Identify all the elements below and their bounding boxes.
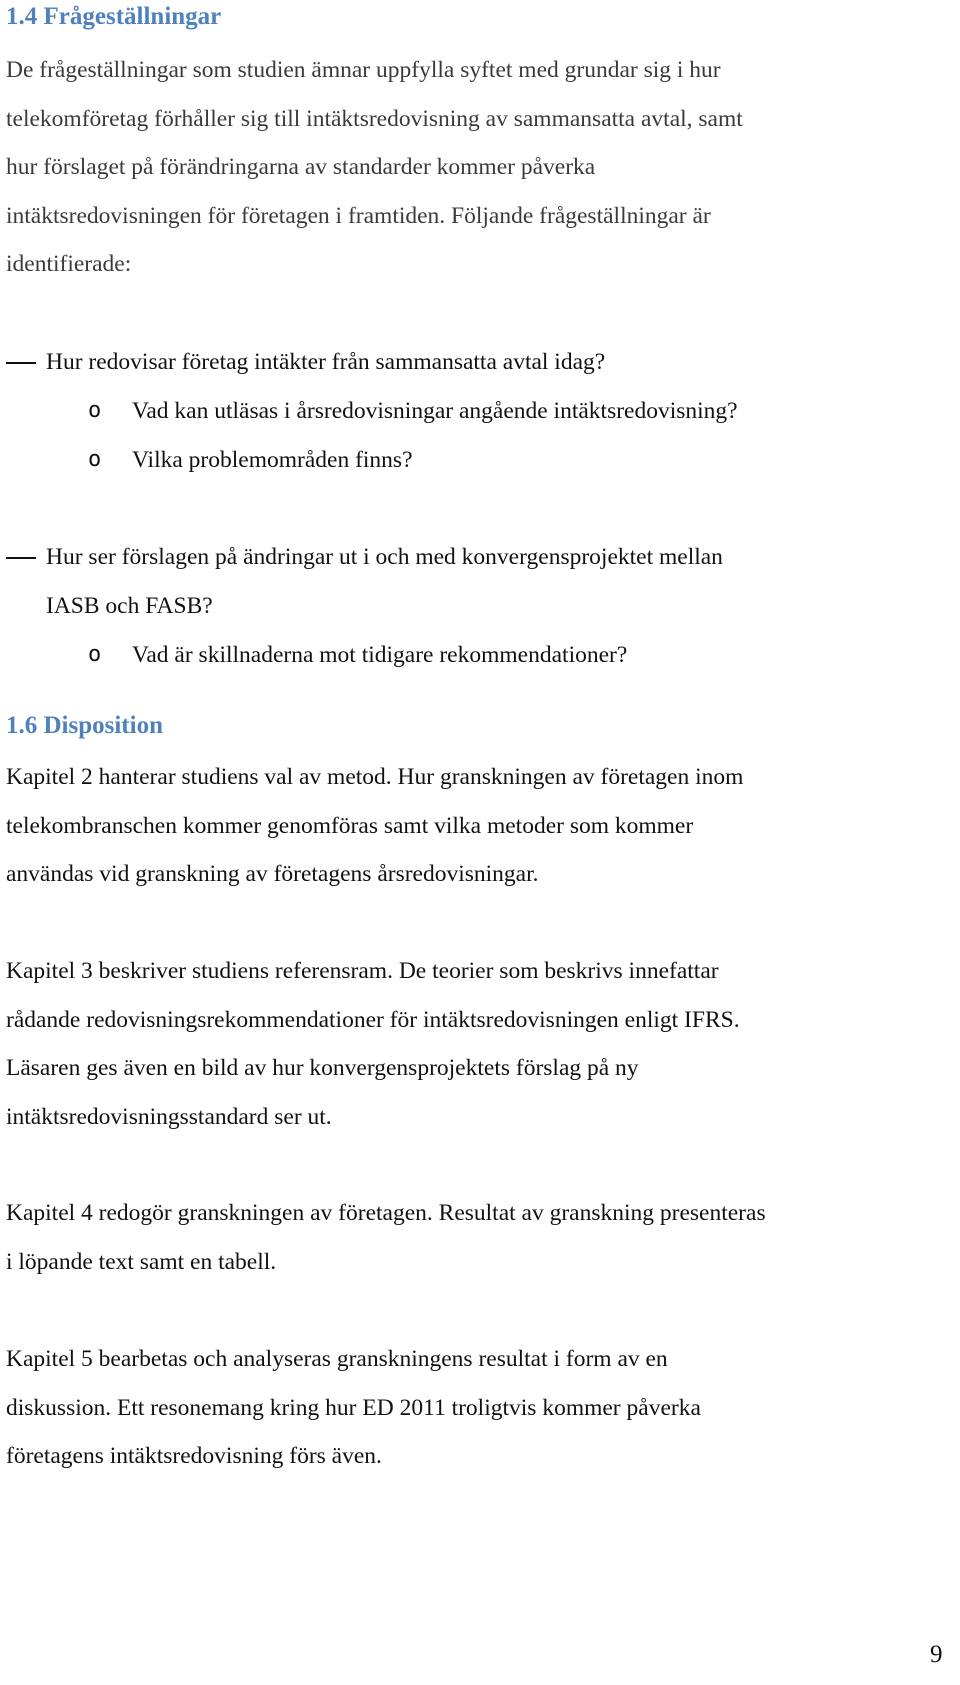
sub-question-text: Vad är skillnaderna mot tidigare rekommendationer? (132, 642, 628, 668)
text-line: Kapitel 5 bearbetas och analyseras granskningens resultat i form av en (6, 1346, 668, 1372)
text-line: företagens intäktsredovisning förs även. (6, 1443, 382, 1469)
dash-bullet-icon (6, 362, 36, 364)
sub-question-text: Vilka problemområden finns? (132, 447, 413, 473)
text-line: IASB och FASB? (46, 592, 213, 619)
circle-bullet-icon: o (88, 642, 102, 667)
text-line: användas vid granskning av företagens årsredovisningar. (6, 861, 539, 887)
disposition-paragraph (6, 947, 740, 1141)
disposition-paragraph (6, 1189, 766, 1286)
intro-paragraph (6, 46, 743, 289)
text-line: Hur redovisar företag intäkter från sammansatta avtal idag? (46, 349, 606, 375)
circle-bullet-icon: o (88, 398, 102, 423)
circle-bullet-icon: o (88, 447, 102, 472)
page-number: 9 (930, 1641, 943, 1668)
text-line: Kapitel 2 hanterar studiens val av metod. Hur granskningen av företagen inom (6, 764, 744, 790)
text-line: telekomföretag förhåller sig till intäktsredovisning av sammansatta avtal, samt (6, 105, 743, 132)
text-line: identifierade: (6, 251, 132, 277)
text-line: De frågeställningar som studien ämnar uppfylla syftet med grundar sig i hur (6, 57, 721, 83)
dash-bullet-icon (6, 557, 36, 559)
text-line: rådande redovisningsrekommendationer för intäktsredovisningen enligt IFRS. (6, 1006, 740, 1033)
disposition-paragraph (6, 1335, 701, 1481)
section-heading-1-4: 1.4 Frågeställningar (6, 3, 222, 30)
text-line: Kapitel 3 beskriver studiens referensram. De teorier som beskrivs innefattar (6, 958, 719, 984)
text-line: Läsaren ges även en bild av hur konvergensprojektets förslag på ny (6, 1055, 639, 1081)
sub-question-text: Vad kan utläsas i årsredovisningar angående intäktsredovisning? (132, 398, 738, 424)
question-text (46, 338, 605, 387)
text-line: Hur ser förslagen på ändringar ut i och med konvergensprojektet mellan (46, 544, 723, 570)
text-line: intäktsredovisningen för företagen i framtiden. Följande frågeställningar är (6, 202, 711, 229)
text-line: diskussion. Ett resonemang kring hur ED 2011 troligtvis kommer påverka (6, 1394, 701, 1421)
section-heading-1-6: 1.6 Disposition (6, 712, 163, 739)
text-line: Kapitel 4 redogör granskningen av företagen. Resultat av granskning presenteras (6, 1200, 766, 1226)
text-line: hur förslaget på förändringarna av standarder kommer påverka (6, 154, 596, 180)
disposition-paragraph (6, 753, 743, 899)
text-line: i löpande text samt en tabell. (6, 1248, 277, 1275)
text-line: telekombranschen kommer genomföras samt vilka metoder som kommer (6, 812, 694, 839)
question-text (46, 533, 723, 630)
text-line: intäktsredovisningsstandard ser ut. (6, 1103, 332, 1130)
